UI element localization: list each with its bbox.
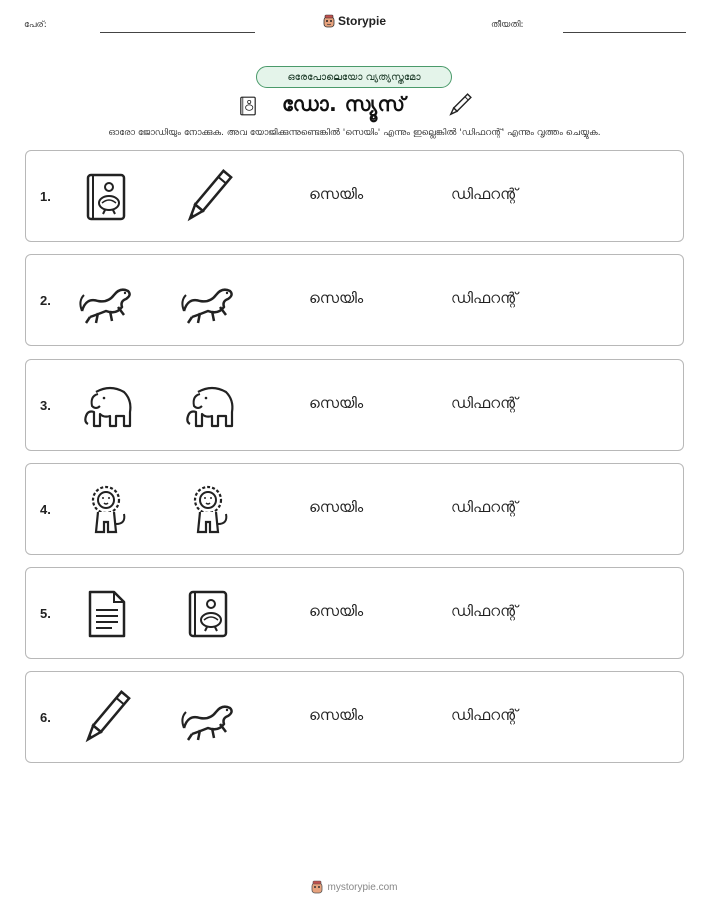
- footer-url[interactable]: mystorypie.com: [327, 881, 398, 893]
- different-option[interactable]: ഡിഫറന്റ്: [451, 289, 518, 307]
- pencil-icon: [178, 167, 238, 227]
- elephant-icon: [178, 376, 238, 436]
- worksheet-title: ഡോ. സ്യൂസ്: [282, 92, 406, 116]
- date-label: തീയതി:: [491, 20, 524, 30]
- lion-icon: [76, 480, 136, 540]
- title-row: [0, 90, 709, 122]
- different-option[interactable]: ഡിഫറന്റ്: [451, 394, 518, 412]
- row-number: 4.: [40, 502, 51, 517]
- row-number: 1.: [40, 189, 51, 204]
- same-option[interactable]: സെയിം: [309, 602, 364, 620]
- same-option[interactable]: സെയിം: [309, 185, 364, 203]
- row-number: 6.: [40, 710, 51, 725]
- elephant-icon: [76, 376, 136, 436]
- different-option[interactable]: ഡിഫറന്റ്: [451, 706, 518, 724]
- question-row-5: [25, 567, 684, 659]
- question-row-1: [25, 150, 684, 242]
- name-line[interactable]: [100, 32, 255, 33]
- storypie-mascot-icon: [311, 880, 323, 894]
- storypie-mascot-icon: [323, 14, 335, 28]
- lion-icon: [178, 480, 238, 540]
- creature-icon: [178, 271, 238, 331]
- row-number: 5.: [40, 606, 51, 621]
- row-number: 3.: [40, 398, 51, 413]
- brand-name: Storypie: [338, 14, 387, 28]
- different-option[interactable]: ഡിഫറന്റ്: [451, 498, 518, 516]
- document-icon: [76, 584, 136, 644]
- pencil-icon: [446, 90, 474, 120]
- same-option[interactable]: സെയിം: [309, 394, 364, 412]
- creature-icon: [178, 688, 238, 748]
- same-option[interactable]: സെയിം: [309, 289, 364, 307]
- creature-icon: [76, 271, 136, 331]
- book-icon: [178, 584, 238, 644]
- date-line[interactable]: [563, 32, 686, 33]
- question-row-3: [25, 359, 684, 451]
- different-option[interactable]: ഡിഫറന്റ്: [451, 185, 518, 203]
- brand-logo: [323, 14, 386, 28]
- pencil-icon: [76, 688, 136, 748]
- worksheet-header: [0, 12, 709, 36]
- book-icon: [76, 167, 136, 227]
- question-row-6: [25, 671, 684, 763]
- instructions-text: ഓരോ ജോഡിയും നോക്കുക. അവ യോജിക്കുന്നുണ്ടെങ്കിൽ 'സെയിം' എന്നും ഇല്ലെങ്കിൽ 'ഡിഫറന്റ്' എന്നും വൃത്തം ചെയ്യുക.: [108, 128, 601, 138]
- question-row-2: [25, 254, 684, 346]
- name-label: പേര്:: [24, 20, 47, 30]
- same-option[interactable]: സെയിം: [309, 498, 364, 516]
- row-number: 2.: [40, 293, 51, 308]
- same-option[interactable]: സെയിം: [309, 706, 364, 724]
- different-option[interactable]: ഡിഫറന്റ്: [451, 602, 518, 620]
- book-icon: [236, 94, 260, 118]
- page-footer: [0, 880, 709, 894]
- question-row-4: [25, 463, 684, 555]
- category-badge: ഒരേപോലെയോ വ്യത്യസ്തമോ: [256, 66, 452, 88]
